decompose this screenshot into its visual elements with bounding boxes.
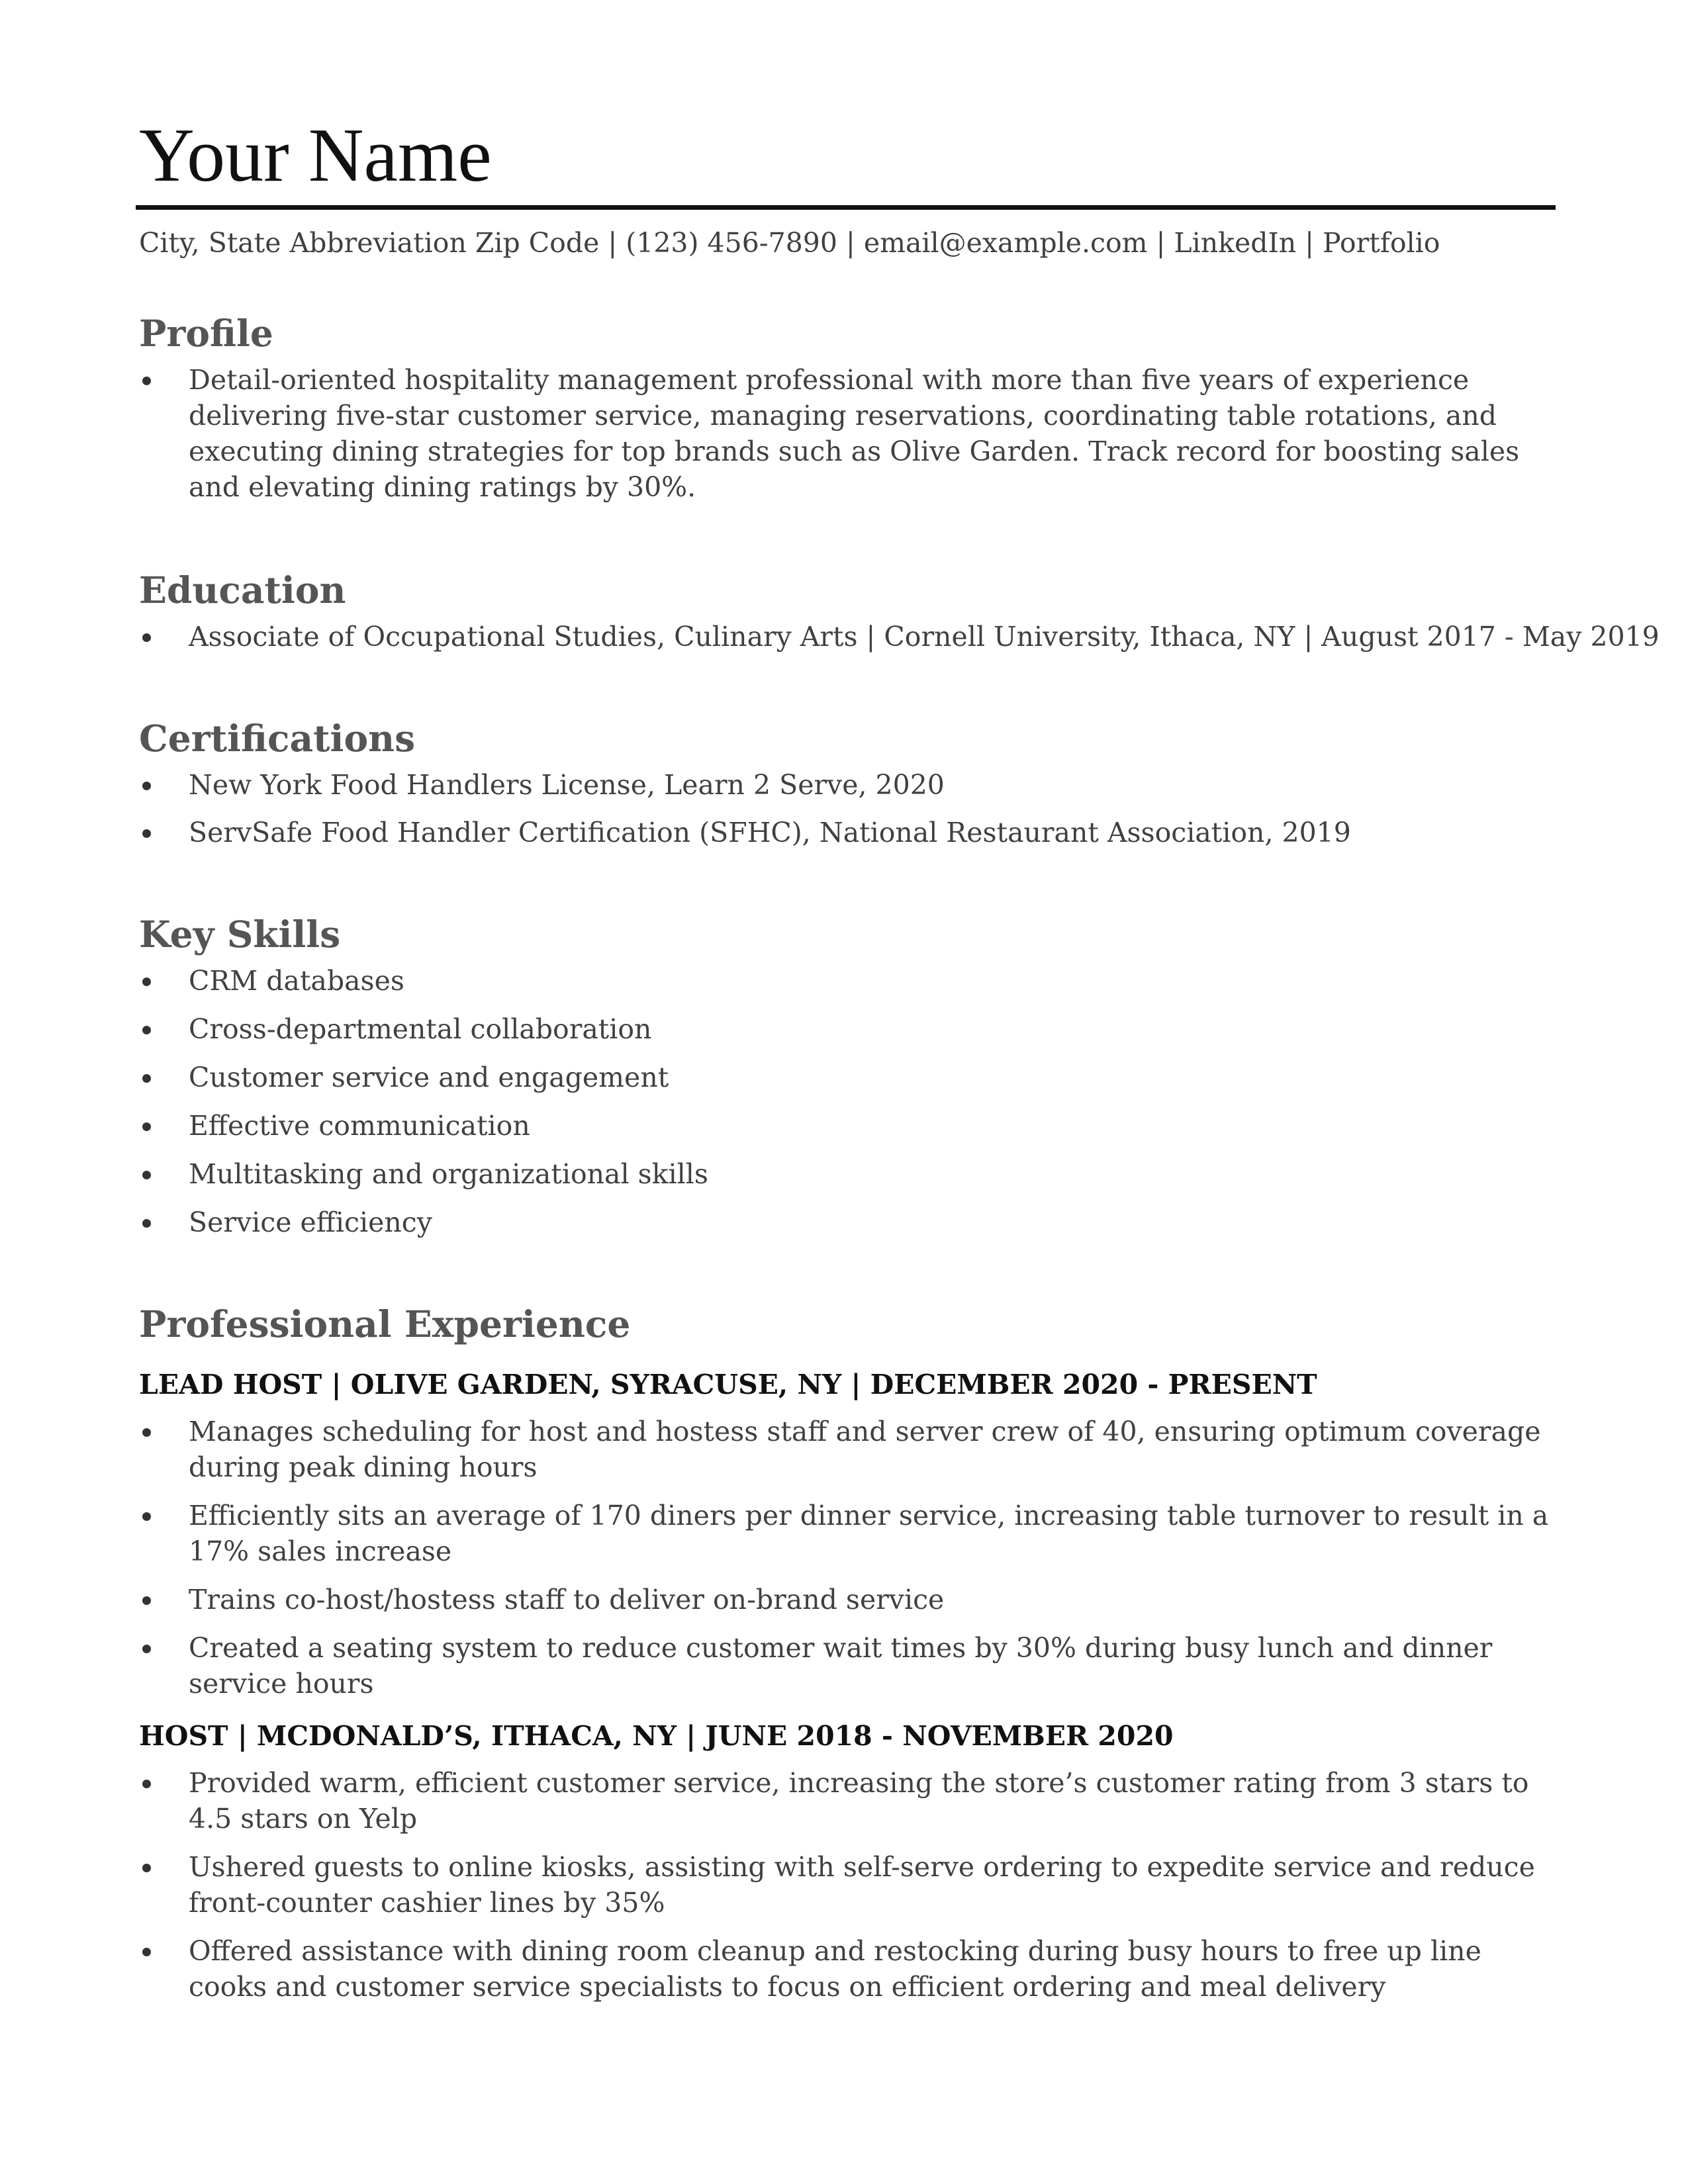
bullet-icon	[142, 782, 151, 790]
section-heading-education: Education	[139, 569, 346, 612]
bullet-icon	[142, 1122, 151, 1131]
certifications-list	[139, 767, 1556, 850]
list-item	[139, 1108, 1556, 1144]
profile-list	[139, 362, 1556, 505]
education-section	[139, 567, 1660, 655]
list-item-text: Offered assistance with dining room cleanup and restocking during busy hours to free up line cooks and customer service specialists to focus on efficient ordering and meal delivery	[189, 1935, 1481, 2003]
skills-list	[139, 963, 1556, 1240]
bullet-icon	[142, 1645, 151, 1653]
list-item	[139, 1011, 1556, 1047]
list-item	[139, 815, 1556, 850]
bullet-icon	[142, 1171, 151, 1179]
bullet-icon	[142, 1026, 151, 1034]
education-list	[139, 619, 1660, 655]
bullet-icon	[142, 1074, 151, 1083]
job-bullets	[139, 1414, 1556, 1702]
section-heading-skills: Key Skills	[139, 913, 341, 956]
bullet-icon	[142, 1219, 151, 1228]
bullet-icon	[142, 1948, 151, 1956]
list-item-text: Service efficiency	[189, 1206, 432, 1238]
list-item-text: Manages scheduling for host and hostess staff and server crew of 40, ensuring optimum coverage during peak dining hours	[189, 1416, 1541, 1483]
list-item-text: Effective communication	[189, 1110, 530, 1142]
contact-line: City, State Abbreviation Zip Code | (123) 456-7890 | email@example.com | LinkedIn | Portfolio	[139, 227, 1440, 259]
list-item-text: Efficiently sits an average of 170 diners per dinner service, increasing table turnover to result in a 17% sales increase	[189, 1500, 1549, 1567]
list-item	[139, 767, 1556, 803]
section-heading-profile: Profile	[139, 312, 273, 355]
list-item	[139, 1630, 1556, 1702]
job-entry	[139, 1365, 1556, 1702]
list-item	[139, 619, 1660, 655]
list-item	[139, 1205, 1556, 1240]
certifications-section	[139, 715, 1556, 850]
list-item-text: ServSafe Food Handler Certification (SFHC), National Restaurant Association, 2019	[189, 817, 1351, 848]
list-item-text: New York Food Handlers License, Learn 2 Serve, 2020	[189, 769, 945, 801]
section-heading-experience: Professional Experience	[139, 1302, 631, 1345]
list-item	[139, 1582, 1556, 1617]
experience-section	[139, 1301, 1556, 2005]
candidate-name: Your Name	[139, 113, 492, 198]
list-item	[139, 963, 1556, 999]
skills-section	[139, 911, 1556, 1240]
list-item-text: Detail-oriented hospitality management professional with more than five years of experience delivering five-star customer service, managing reservations, coordinating table rotations, and executing dining strategies for top brands such as Olive Garden. Track record for boosting sales and elevating dining ratings by 30%.	[189, 364, 1520, 503]
bullet-icon	[142, 1780, 151, 1788]
bullet-icon	[142, 1428, 151, 1437]
list-item	[139, 362, 1556, 505]
list-item-text: Provided warm, efficient customer service, increasing the store’s customer rating from 3 stars to 4.5 stars on Yelp	[189, 1767, 1529, 1835]
list-item-text: Ushered guests to online kiosks, assisting with self-serve ordering to expedite service and reduce front-counter cashier lines by 35%	[189, 1851, 1535, 1919]
list-item-text: Cross-departmental collaboration	[189, 1013, 652, 1045]
list-item-text: Created a seating system to reduce customer wait times by 30% during busy lunch and dinner service hours	[189, 1632, 1493, 1700]
job-bullets	[139, 1765, 1556, 2005]
bullet-icon	[142, 633, 151, 642]
list-item	[139, 1498, 1556, 1569]
bullet-icon	[142, 978, 151, 986]
list-item	[139, 1765, 1556, 1837]
bullet-icon	[142, 1596, 151, 1605]
list-item-text: Trains co-host/hostess staff to deliver on-brand service	[189, 1584, 945, 1615]
list-item-text: CRM databases	[189, 965, 404, 997]
section-heading-certifications: Certifications	[139, 717, 416, 760]
bullet-icon	[142, 377, 151, 385]
profile-section	[139, 310, 1556, 505]
bullet-icon	[142, 1512, 151, 1521]
list-item	[139, 1414, 1556, 1485]
header-divider	[136, 205, 1556, 210]
bullet-icon	[142, 1864, 151, 1872]
list-item-text: Multitasking and organizational skills	[189, 1158, 708, 1190]
list-item	[139, 1156, 1556, 1192]
list-item-text: Associate of Occupational Studies, Culinary Arts | Cornell University, Ithaca, NY | August 2017 - May 2019	[189, 621, 1660, 653]
job-title: LEAD HOST | OLIVE GARDEN, SYRACUSE, NY | DECEMBER 2020 - PRESENT	[139, 1369, 1317, 1400]
list-item	[139, 1060, 1556, 1095]
list-item-text: Customer service and engagement	[189, 1062, 669, 1093]
bullet-icon	[142, 829, 151, 838]
job-title: HOST | MCDONALD’S, ITHACA, NY | JUNE 2018 - NOVEMBER 2020	[139, 1720, 1174, 1752]
job-entry	[139, 1716, 1556, 2005]
list-item	[139, 1933, 1556, 2005]
list-item	[139, 1849, 1556, 1921]
